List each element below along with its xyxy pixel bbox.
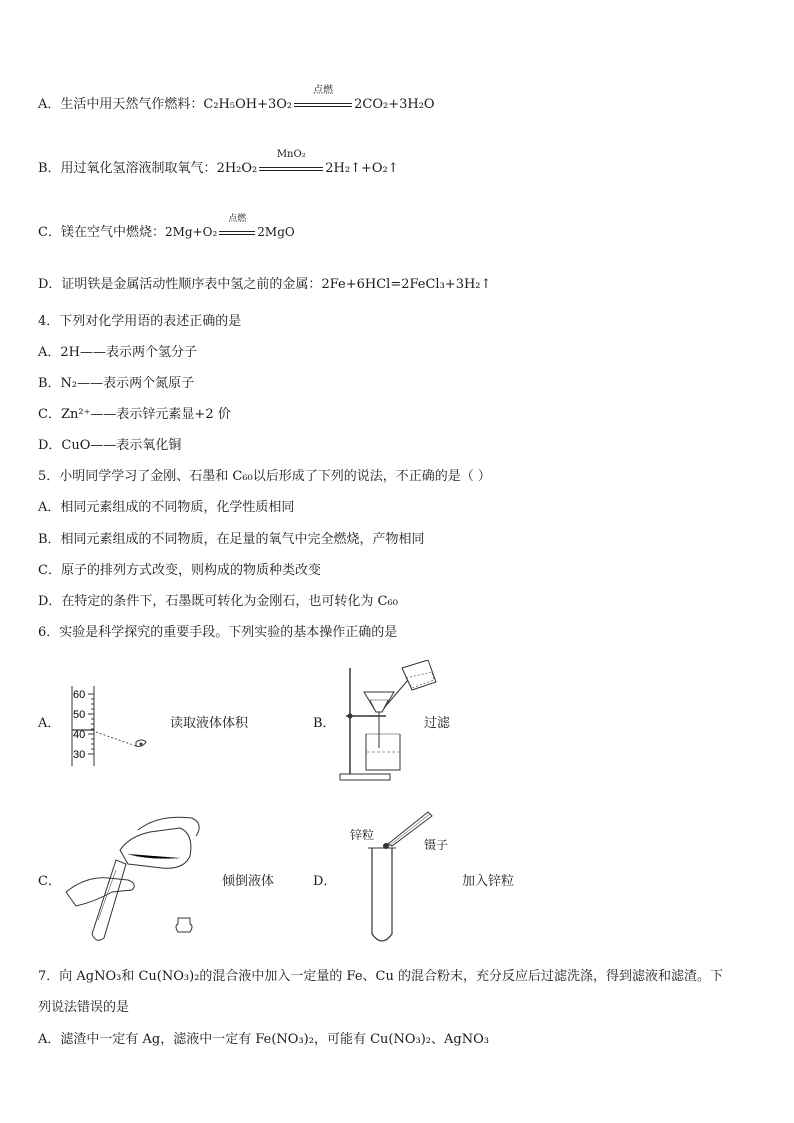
reaction-condition: MnO₂	[276, 148, 306, 160]
q3-option-d	[38, 276, 491, 294]
q3-option-c-prefix: C．镁在空气中燃烧：	[38, 225, 165, 240]
q6-option-d-caption: 加入锌粒	[462, 874, 515, 889]
reaction-condition: 点燃	[313, 84, 334, 96]
q3-option-b-right: 2H₂↑+O₂↑	[325, 161, 399, 176]
q4-option-a: A．2H——表示两个氢分子	[38, 345, 197, 360]
tick-40: 40	[73, 729, 86, 741]
q3-option-a-right: 2CO₂+3H₂O	[354, 97, 435, 112]
q3-option-b	[38, 148, 399, 178]
q7-option-a: A．滤渣中一定有 Ag，滤液中一定有 Fe(NO₃)₂，可能有 Cu(NO₃)₂、AgNO₃	[38, 1032, 489, 1047]
q4-option-b: B．N₂——表示两个氮原子	[38, 376, 195, 391]
tick-30: 30	[73, 749, 86, 761]
reaction-arrow	[259, 148, 323, 171]
q5-stem: 5．小明同学学习了金刚、石墨和 C₆₀以后形成了下列的说法，不正确的是（ ）	[38, 469, 491, 484]
q3-option-c	[38, 213, 295, 242]
q3-option-a	[38, 84, 435, 114]
q5-option-c: C．原子的排列方式改变，则构成的物质种类改变	[38, 563, 321, 578]
q7-stem-line2: 列说法错误的是	[38, 1000, 130, 1015]
q6-option-c-label: C．	[38, 874, 61, 889]
q6-option-a-label: A．	[38, 716, 61, 731]
cylinder-tick-labels	[66, 684, 96, 768]
q3-option-d-prefix: D．证明铁是金属活动性顺序表中氢之前的金属：	[38, 277, 322, 292]
q3-option-c-right: 2MgO	[257, 225, 295, 239]
q5-option-b: B．相同元素组成的不同物质，在足量的氧气中完全燃烧，产物相同	[38, 532, 425, 547]
q6-option-d-label: D．	[313, 874, 337, 889]
q3-option-c-left: 2Mg+O₂	[164, 225, 218, 239]
tweezers-label: 镊子	[424, 838, 449, 852]
q6-option-a-caption: 读取液体体积	[170, 716, 249, 731]
q4-option-d: D．CuO——表示氧化铜	[38, 438, 182, 453]
q7-stem-line1: 7．向 AgNO₃和 Cu(NO₃)₂的混合液中加入一定量的 Fe、Cu 的混合粉末，充分反应后过滤洗涤，得到滤液和滤渣。下	[38, 969, 723, 984]
q6-option-b-caption: 过滤	[424, 716, 451, 731]
q3-option-b-left: 2H₂O₂	[216, 161, 258, 176]
q6-option-b-label: B．	[313, 716, 336, 731]
q4-option-c: C．Zn²⁺——表示锌元素显+2 价	[38, 407, 231, 422]
q5-option-d: D．在特定的条件下，石墨既可转化为金刚石，也可转化为 C₆₀	[38, 594, 398, 609]
q5-option-a: A．相同元素组成的不同物质，化学性质相同	[38, 500, 295, 515]
zinc-granule-label: 锌粒	[350, 828, 375, 842]
tick-60: 60	[73, 689, 86, 701]
q4-stem: 4．下列对化学用语的表述正确的是	[38, 314, 242, 329]
q6-stem: 6．实验是科学探究的重要手段。下列实验的基本操作正确的是	[38, 625, 398, 640]
q3-option-a-left: C₂H₅OH+3O₂	[203, 97, 293, 112]
q3-option-a-prefix: A．生活中用天然气作燃料：	[38, 97, 204, 112]
reaction-arrow	[294, 84, 352, 107]
pouring-liquid-figure	[62, 800, 212, 942]
reaction-arrow	[219, 213, 255, 235]
reaction-condition: 点燃	[228, 213, 247, 224]
q3-option-b-prefix: B．用过氧化氢溶液制取氧气：	[38, 161, 217, 176]
q3-option-d-equation: 2Fe+6HCl=2FeCl₃+3H₂↑	[321, 277, 492, 292]
q6-option-c-caption: 倾倒液体	[222, 874, 275, 889]
tick-50: 50	[73, 709, 86, 721]
